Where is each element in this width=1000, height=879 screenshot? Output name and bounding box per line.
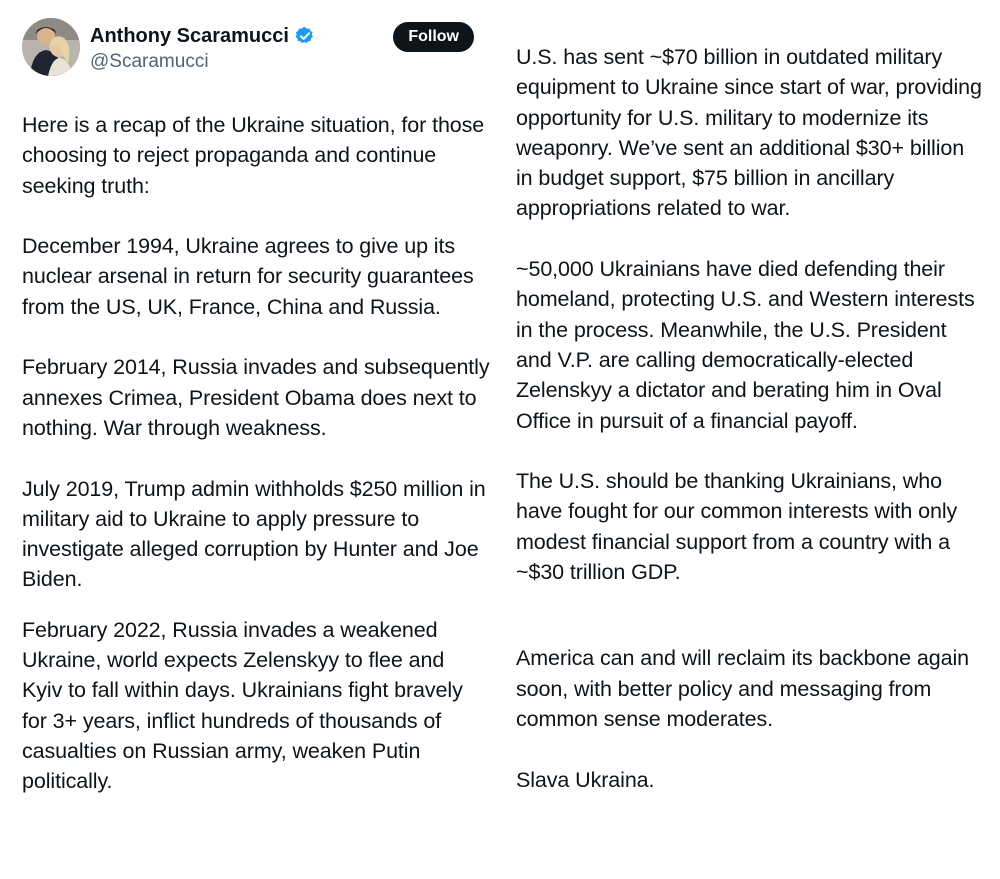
post-paragraph: December 1994, Ukraine agrees to give up its nuclear arsenal in return for security guarantees from the US, UK, France, China and Russia. xyxy=(22,234,474,319)
author-name-row xyxy=(90,24,315,48)
post-paragraph: July 2019, Trump admin withholds $250 million in military aid to Ukraine to apply pressure to investigate alleged corruption by Hunter and Joe Biden. xyxy=(22,476,486,592)
post-header xyxy=(22,18,474,82)
post-text-left-column xyxy=(22,110,490,797)
author-display-name[interactable]: Anthony Scaramucci xyxy=(90,25,289,47)
author-handle[interactable]: @Scaramucci xyxy=(90,51,209,72)
post-paragraph: February 2022, Russia invades a weakened Ukraine, world expects Zelenskyy to flee and Kyiv to fall within days. Ukrainians fight bravely for 3+ years, inflict hundreds of thousands of casualties on Russian army, weaken Putin politically. xyxy=(22,617,463,794)
post-paragraph: America can and will reclaim its backbone again soon, with better policy and messaging from common sense moderates. xyxy=(516,646,969,731)
follow-button[interactable]: Follow xyxy=(393,22,474,52)
post-paragraph: February 2014, Russia invades and subsequently annexes Crimea, President Obama does next to nothing. War through weakness. xyxy=(22,355,490,440)
avatar[interactable] xyxy=(22,18,80,76)
post-paragraph: ~50,000 Ukrainians have died defending their homeland, protecting U.S. and Western interests in the process. Meanwhile, the U.S. President and V.P. are calling democratically-elected Zelenskyy a dictator and berating him in Oval Office in pursuit of a financial payoff. xyxy=(516,257,975,433)
post-paragraph: U.S. has sent ~$70 billion in outdated military equipment to Ukraine since start of war, providing opportunity for U.S. military to modernize its weaponry. We’ve sent an additional $30+ billion in budget support, $75 billion in ancillary appropriations related to war. xyxy=(516,45,982,221)
post-paragraph: The U.S. should be thanking Ukrainians, who have fought for our common interests with only modest financial support from a country with a ~$30 trillion GDP. xyxy=(516,469,958,585)
post-paragraph: Slava Ukraina. xyxy=(516,767,655,792)
verified-badge-icon xyxy=(295,26,315,46)
post-paragraph: Here is a recap of the Ukraine situation, for those choosing to reject propaganda and continue seeking truth: xyxy=(22,113,485,198)
post-text-right-column xyxy=(516,42,986,795)
